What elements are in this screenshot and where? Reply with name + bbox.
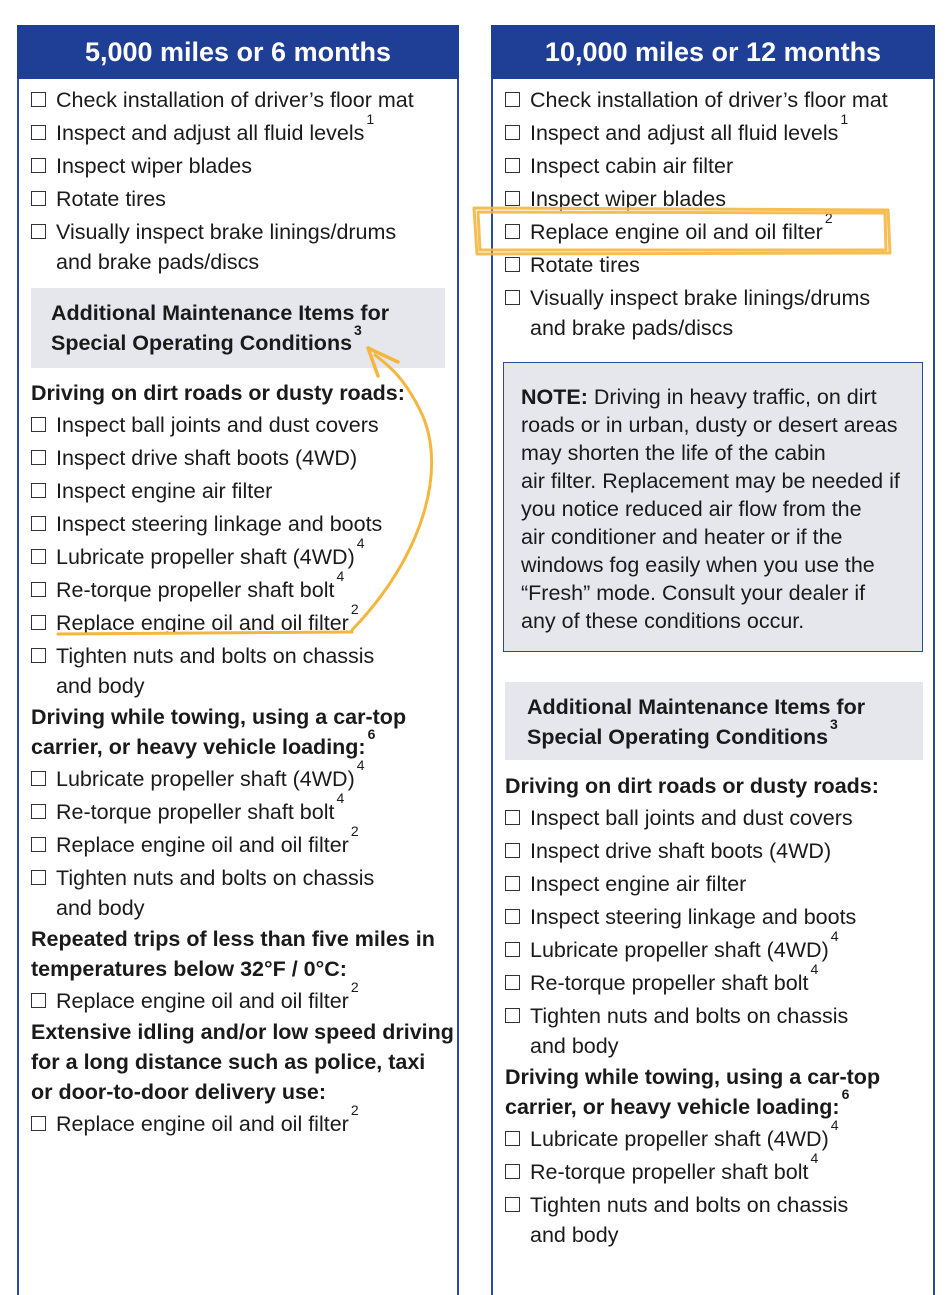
item-label: Inspect engine air filter xyxy=(56,478,273,503)
short-trips-list xyxy=(31,979,457,1017)
dirt-roads-heading: Driving on dirt roads or dusty roads: xyxy=(505,774,879,798)
conditions-section xyxy=(505,771,930,1251)
item-label: Replace engine oil and oil filter$^2$ xyxy=(530,210,833,244)
list-item[interactable] xyxy=(505,867,930,900)
list-item[interactable] xyxy=(31,861,457,924)
item-label: Replace engine oil and oil filter$^2$ xyxy=(56,823,359,857)
item-label: Visually inspect brake linings/drums and brake pads/discs xyxy=(56,219,397,274)
panel-title-line: Additional Maintenance Items for xyxy=(51,301,390,325)
checkbox[interactable] xyxy=(31,837,46,852)
idling-heading: Extensive idling and/or low speed driving for a long distance such as police, taxi or door-to-door delivery use: xyxy=(31,1020,454,1104)
item-label: Inspect steering linkage and boots xyxy=(530,904,857,929)
list-item[interactable] xyxy=(505,834,930,867)
list-item[interactable] xyxy=(31,507,457,540)
towing-list xyxy=(31,757,457,924)
interval-header: 5,000 miles or 6 months xyxy=(17,25,459,79)
checkbox[interactable] xyxy=(31,870,46,885)
checkbox[interactable] xyxy=(31,582,46,597)
list-item[interactable] xyxy=(31,823,457,861)
list-item[interactable] xyxy=(31,111,457,149)
checkbox[interactable] xyxy=(505,1131,520,1146)
checkbox[interactable] xyxy=(31,125,46,140)
interval-5000-column xyxy=(17,25,459,1295)
list-item[interactable] xyxy=(31,639,457,702)
checkbox[interactable] xyxy=(31,549,46,564)
list-item[interactable] xyxy=(505,111,933,149)
item-label: Tighten nuts and bolts on chassis and body xyxy=(56,643,375,698)
item-label: Tighten nuts and bolts on chassis and body xyxy=(530,1192,849,1247)
list-item[interactable] xyxy=(31,790,457,828)
short-trips-heading: Repeated trips of less than five miles in temperatures below 32°F / 0°C: xyxy=(31,927,435,981)
towing-heading: Driving while towing, using a car-top carrier, or heavy vehicle loading:$^6$ xyxy=(505,1065,881,1119)
special-conditions-panel xyxy=(505,682,923,760)
checkbox[interactable] xyxy=(505,125,520,140)
item-label: Rotate tires xyxy=(530,252,640,277)
item-label: Replace engine oil and oil filter$^2$ xyxy=(56,979,359,1013)
dirt-roads-list xyxy=(31,408,457,702)
list-item[interactable] xyxy=(505,182,933,215)
checkbox[interactable] xyxy=(505,191,520,206)
cabin-filter-note xyxy=(503,362,923,652)
checkbox[interactable] xyxy=(505,909,520,924)
checkbox[interactable] xyxy=(505,1197,520,1212)
item-label: Re-torque propeller shaft bolt$^4$ xyxy=(56,568,345,602)
interval-header: 10,000 miles or 12 months xyxy=(491,25,935,79)
dirt-roads-heading: Driving on dirt roads or dusty roads: xyxy=(31,381,405,405)
checkbox[interactable] xyxy=(31,804,46,819)
list-item[interactable] xyxy=(505,999,930,1062)
item-label: Replace engine oil and oil filter$^2$ xyxy=(56,1102,359,1136)
list-item[interactable] xyxy=(505,1188,930,1251)
checkbox[interactable] xyxy=(505,810,520,825)
checkbox[interactable] xyxy=(31,516,46,531)
checkbox[interactable] xyxy=(505,1164,520,1179)
note-text: NOTE: Driving in heavy traffic, on dirt roads or in urban, dusty or desert areas may shorten the life of the cabin air filter. Replacement may be needed if you notice reduced air flow from the air conditioner and heater or if the windows fog easily when you use the “Fresh” mode. Consult your dealer if any of these conditions occur. xyxy=(521,385,900,633)
list-item[interactable] xyxy=(31,535,457,573)
checkbox[interactable] xyxy=(505,158,520,173)
list-item[interactable] xyxy=(31,149,457,182)
towing-heading: Driving while towing, using a car-top carrier, or heavy vehicle loading:$^6$ xyxy=(31,705,407,759)
checkbox[interactable] xyxy=(505,1008,520,1023)
checkbox[interactable] xyxy=(505,942,520,957)
item-label: Inspect engine air filter xyxy=(530,871,747,896)
checkbox[interactable] xyxy=(31,1116,46,1131)
checkbox[interactable] xyxy=(31,224,46,239)
item-label: Inspect and adjust all fluid levels$^1$ xyxy=(56,111,375,145)
item-label: Visually inspect brake linings/drums and brake pads/discs xyxy=(530,285,871,340)
item-label: Lubricate propeller shaft $(4WD)^4$ xyxy=(56,535,365,569)
list-item[interactable] xyxy=(505,248,933,281)
checkbox[interactable] xyxy=(31,771,46,786)
list-item[interactable] xyxy=(505,1150,930,1188)
item-label: Lubricate propeller shaft $(4WD)^4$ xyxy=(530,1117,839,1151)
list-item[interactable] xyxy=(505,83,933,116)
checkbox[interactable] xyxy=(505,257,520,272)
item-label: Inspect wiper blades xyxy=(530,186,726,211)
list-item[interactable] xyxy=(505,961,930,999)
list-item[interactable] xyxy=(505,149,933,182)
item-label: Lubricate propeller shaft $(4WD)^4$ xyxy=(530,928,839,962)
item-label: Replace engine oil and oil filter$^2$ xyxy=(56,601,359,635)
item-label: Check installation of driver’s floor mat xyxy=(56,87,414,112)
list-item[interactable] xyxy=(505,281,933,344)
list-item[interactable] xyxy=(31,1102,457,1140)
special-conditions-panel xyxy=(31,288,445,368)
item-label: Inspect drive shaft boots (4WD) xyxy=(56,445,358,470)
checklist xyxy=(19,79,457,278)
interval-10000-column xyxy=(491,25,935,1295)
conditions-section xyxy=(19,368,457,1140)
list-item[interactable] xyxy=(31,568,457,606)
list-item[interactable] xyxy=(505,1117,930,1155)
dirt-roads-list xyxy=(505,801,930,1062)
checkbox[interactable] xyxy=(31,450,46,465)
panel-title-line: Special Operating Conditions$^3$ xyxy=(51,321,362,355)
list-item[interactable] xyxy=(31,979,457,1017)
item-label: Re-torque propeller shaft bolt$^4$ xyxy=(530,1150,819,1184)
checkbox[interactable] xyxy=(31,92,46,107)
item-label: Inspect steering linkage and boots xyxy=(56,511,383,536)
checkbox[interactable] xyxy=(31,648,46,663)
checkbox[interactable] xyxy=(31,993,46,1008)
item-label: Check installation of driver’s floor mat xyxy=(530,87,888,112)
item-label: Inspect drive shaft boots (4WD) xyxy=(530,838,832,863)
checklist xyxy=(493,79,933,344)
item-label: Inspect wiper blades xyxy=(56,153,252,178)
checkbox[interactable] xyxy=(505,92,520,107)
list-item[interactable] xyxy=(31,474,457,507)
checkbox[interactable] xyxy=(31,483,46,498)
list-item[interactable] xyxy=(505,900,930,933)
checkbox[interactable] xyxy=(505,975,520,990)
panel-title-line: Special Operating Conditions$^3$ xyxy=(527,715,838,749)
panel-title-line: Additional Maintenance Items for xyxy=(527,695,866,719)
item-label: Inspect and adjust all fluid levels$^1$ xyxy=(530,111,849,145)
checkbox[interactable] xyxy=(31,191,46,206)
list-item-highlighted[interactable] xyxy=(505,210,933,248)
checkbox[interactable] xyxy=(31,158,46,173)
checkbox[interactable] xyxy=(505,843,520,858)
towing-list xyxy=(505,1117,930,1251)
item-label: Lubricate propeller shaft $(4WD)^4$ xyxy=(56,757,365,791)
checkbox[interactable] xyxy=(505,290,520,305)
checkbox[interactable] xyxy=(31,615,46,630)
item-label: Inspect cabin air filter xyxy=(530,153,734,178)
item-label: Rotate tires xyxy=(56,186,166,211)
checkbox[interactable] xyxy=(505,224,520,239)
checkbox[interactable] xyxy=(31,417,46,432)
item-label: Inspect ball joints and dust covers xyxy=(56,412,379,437)
list-item[interactable] xyxy=(31,601,457,639)
list-item[interactable] xyxy=(31,408,457,441)
list-item[interactable] xyxy=(31,441,457,474)
item-label: Tighten nuts and bolts on chassis and body xyxy=(56,865,375,920)
list-item[interactable] xyxy=(31,215,457,278)
list-item[interactable] xyxy=(31,182,457,215)
list-item[interactable] xyxy=(31,83,457,116)
checkbox[interactable] xyxy=(505,876,520,891)
item-label: Re-torque propeller shaft bolt$^4$ xyxy=(530,961,819,995)
list-item[interactable] xyxy=(505,801,930,834)
item-label: Inspect ball joints and dust covers xyxy=(530,805,853,830)
item-label: Tighten nuts and bolts on chassis and body xyxy=(530,1003,849,1058)
list-item[interactable] xyxy=(505,928,930,966)
item-label: Re-torque propeller shaft bolt$^4$ xyxy=(56,790,345,824)
idling-list xyxy=(31,1102,457,1140)
list-item[interactable] xyxy=(31,757,457,795)
